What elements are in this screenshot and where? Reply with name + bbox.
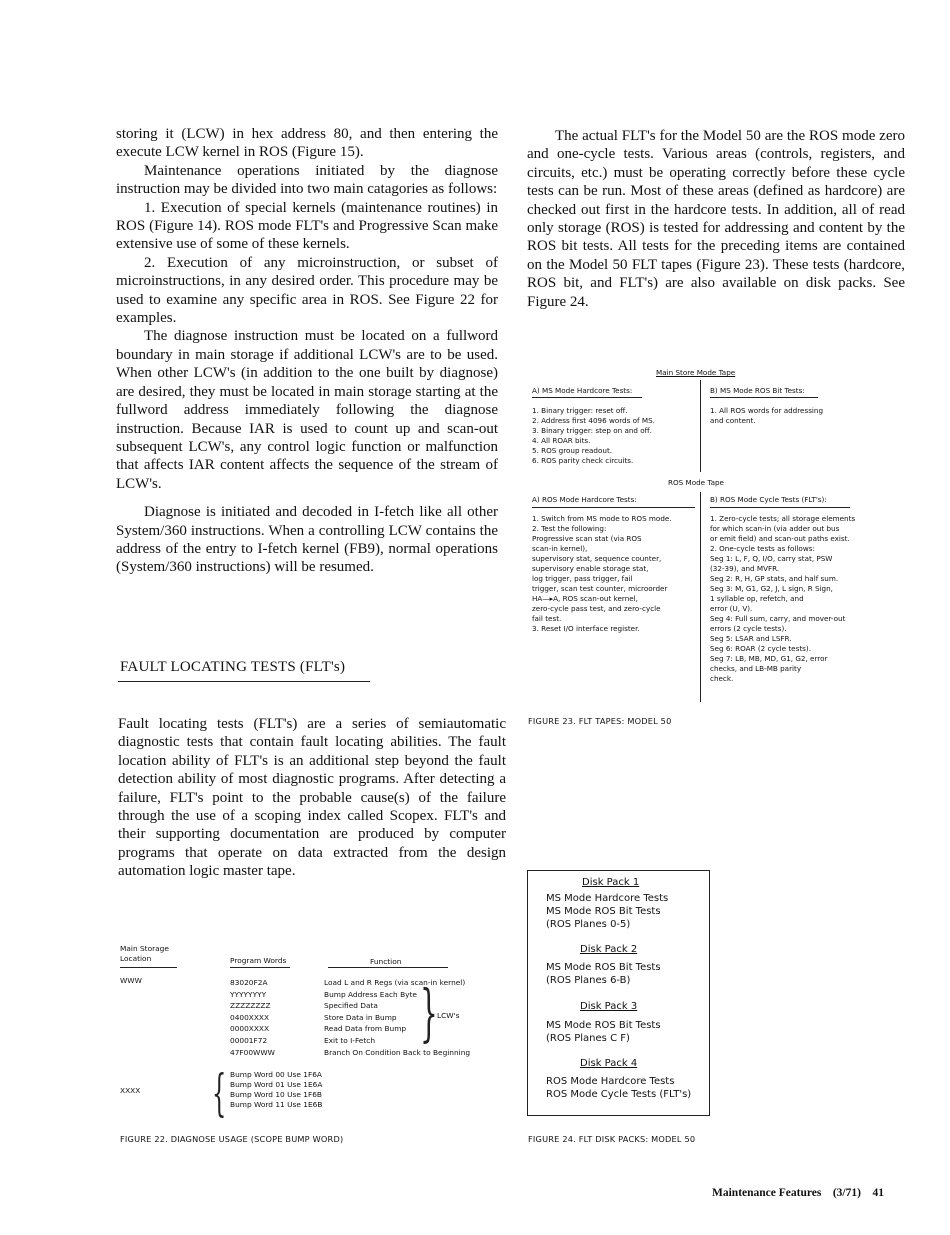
ros-hardcore-list: 1. Switch from MS mode to ROS mode. 2. Test the following: Progressive scan stat (via ROS scan-in kernel), supervisory stat, sequence counter, supervisory enable storage stat, log trigger, pass trigger, fail trigger, scan test counter, microorder HA—▸A, ROS scan-out kernel, zero-cycle pass test, and zero-cycle fail test. 3. Reset I/O interface register.	[532, 514, 672, 633]
col-location-head: Main Storage Location	[120, 944, 169, 963]
ms-rosbit-heading: B) MS Mode ROS Bit Tests:	[710, 386, 805, 395]
col-program-words-head: Program Words	[230, 956, 287, 965]
paragraph-item-2: 2. Execution of any microinstruction, or subset of microinstructions, in any desired order. This procedure may be used to examine any specific area in ROS. See Figure 22 for examples.	[116, 254, 498, 327]
figure-23-caption: FIGURE 23. FLT TAPES: MODEL 50	[528, 716, 672, 726]
lcw-brace: }	[420, 976, 438, 1049]
disk-pack-4-title: Disk Pack 4	[580, 1058, 638, 1069]
paragraph-maintenance: Maintenance operations initiated by the diagnose instruction may be divided into two main catagories as follows:	[116, 162, 498, 198]
ros-cycle-heading: B) ROS Mode Cycle Tests (FLT's):	[710, 495, 827, 504]
program-words-list: 83020F2A YYYYYYYY ZZZZZZZZ 0400XXXX 0000XXXX 00001F72 47F00WWW	[230, 978, 275, 1057]
paragraph-storing: storing it (LCW) in hex address 80, and then entering the execute LCW kernel in ROS (Figure 15).	[116, 126, 498, 161]
disk-pack-1-title: Disk Pack 1	[582, 877, 640, 888]
col-function-head: Function	[370, 957, 402, 966]
functions-list: Load L and R Regs (via scan-in kernel) Bump Address Each Byte Specified Data Store Data in Bump Read Data from Bump Exit to I-Fetch Branch On Condition Back to Beginning	[324, 978, 471, 1057]
paragraph-diagnose-initiated: Diagnose is initiated and decoded in I-fetch like all other System/360 instructions. When a controlling LCW contains the address of the entry to I-fetch kernel (FB9), normal operations (System/360 instructions) will be resumed.	[116, 504, 498, 576]
paragraph-diagnose-location: The diagnose instruction must be located on a fullword boundary in main storage if additional LCW's are to be used. When other LCW's (in addition to the one built by diagnose) are desired, they must be located in main storage starting at the fullword address immediately following the diagnose instruction. Because IAR is used to count up and scan-out subsequent LCW's, any control logic function or malfunction that affects IAR content affects the sequence of the stream of LCW's.	[116, 328, 498, 492]
ros-cycle-list: 1. Zero-cycle tests; all storage elements for which scan-in (via adder out bus or emit field) and scan-out paths exist. 2. One-cycle tests as follows: Seg 1: L, F, Q, I/O, carry stat, PSW (32-39), and MVFR. Seg 2: R, H, GP stats, and half sum. Seg 3: M, G1, G2, J, L sign, R Sign, 1 syllable op, refetch, and error (U, V). Seg 4: Full sum, carry, and mover-out errors (2 cycle tests). Seg 5: LSAR and LSFR. Seg 6: ROAR (2 cycle tests). Seg 7: LB, MB, MD, G1, G2, error checks, and LB-MB parity check.	[710, 514, 856, 683]
ros-mode-tape-title: ROS Mode Tape	[668, 478, 724, 487]
paragraph-flt: Fault locating tests (FLT's) are a series of semiautomatic diagnostic tests that contain fault locating abilities. The fault location ability of FLT's is an additional step beyond the fault detection ability of most diagnostic programs. After detecting a failure, FLT's point to the probable cause(s) of the failure through the use of a scoping index called Scopex. FLT's and their supporting documentation are produced by computer programs that operate on data extracted from the design automation logic master tape.	[118, 716, 506, 880]
main-store-tape-title: Main Store Mode Tape	[656, 368, 736, 377]
figure-24-box: Disk Pack 1 MS Mode Hardcore Tests MS Mode ROS Bit Tests (ROS Planes 0-5) Disk Pack 2 MS Mode ROS Bit Tests (ROS Planes 6-B) Disk Pack 3 MS Mode ROS Bit Tests (ROS Planes C F) Disk Pack 4 ROS Mode Hardcore Tests ROS Mode Cycle Tests (FLT's)	[527, 870, 710, 1116]
bump-brace: {	[212, 1064, 227, 1122]
right-column	[527, 127, 905, 311]
figure-24-caption: FIGURE 24. FLT DISK PACKS: MODEL 50	[528, 1134, 696, 1144]
figure-22-caption: FIGURE 22. DIAGNOSE USAGE (SCOPE BUMP WORD)	[120, 1134, 344, 1144]
disk-pack-3-title: Disk Pack 3	[580, 1001, 638, 1012]
paragraph-actual-flts: The actual FLT's for the Model 50 are the ROS mode zero and one-cycle tests. Various areas (controls, registers, and circuits, etc.) must be operating correctly before these cycle tests can be run. Most of these areas (defined as hardcore) are checked out first in the hardcore tests. In addition, all of read only storage (ROS) is tested for addressing and content by the ROS bit tests. All tests for the preceding items are contained on the Model 50 FLT tapes (Figure 23). These tests (hardcore, ROS bit, and FLT's) are also available on disk packs. See Figure 24.	[527, 128, 905, 310]
bump-words-list: Bump Word 00 Use 1F6A Bump Word 01 Use 1E6A Bump Word 10 Use 1F6B Bump Word 11 Use 1E6B	[230, 1070, 323, 1109]
paragraph-item-1: 1. Execution of special kernels (maintenance routines) in ROS (Figure 14). ROS mode FLT's and Progressive Scan make extensive use of some of these kernels.	[116, 199, 498, 253]
xxxx-label: XXXX	[120, 1086, 141, 1095]
ros-hardcore-heading: A) ROS Mode Hardcore Tests:	[532, 495, 637, 504]
ms-hardcore-list: 1. Binary trigger: reset off. 2. Address first 4096 words of MS. 3. Binary trigger: step on and off. 4. All ROAR bits. 5. ROS group readout. 6. ROS parity check circuits.	[532, 406, 655, 465]
ms-rosbit-list: 1. All ROS words for addressing and content.	[710, 406, 824, 425]
section-heading: FAULT LOCATING TESTS (FLT's)	[120, 659, 346, 675]
page-footer: Maintenance Features (3/71) 41	[712, 1187, 884, 1199]
flt-description	[118, 715, 506, 881]
lcw-label: LCW's	[437, 1011, 460, 1020]
heading-rule	[118, 681, 370, 682]
location-www: WWW	[120, 976, 142, 985]
disk-pack-2-title: Disk Pack 2	[580, 944, 638, 955]
ms-hardcore-heading: A) MS Mode Hardcore Tests:	[532, 386, 633, 395]
left-column	[116, 125, 498, 577]
